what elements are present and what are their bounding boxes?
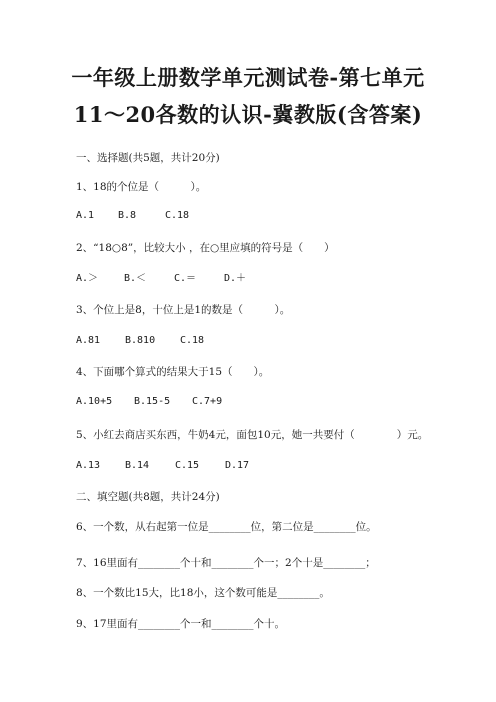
option: B.15-5 [134, 396, 171, 407]
question-5: 5、小红去商店买东西，牛奶4元，面包10元，她一共要付（ ）元。 [76, 429, 429, 441]
question-2: 2、“18○8”，比较大小 ，在○里应填的符号是（ ） [76, 242, 335, 254]
option: B.＜ [124, 273, 147, 284]
option: D.17 [225, 460, 250, 471]
question-6: 6、一个数，从右起第一位是________位，第二位是________位。 [76, 521, 377, 533]
section2-heading: 二、填空题(共8题，共计24分) [76, 491, 220, 503]
question-1: 1、18的个位是（ ）。 [76, 181, 207, 193]
option: C.18 [165, 210, 190, 221]
option: C.18 [180, 335, 205, 346]
question-8: 8、一个数比15大，比18小，这个数可能是________。 [76, 587, 330, 599]
question-3: 3、个位上是8，十位上是1的数是（ ）。 [76, 304, 291, 316]
option: B.14 [125, 460, 150, 471]
option: C.＝ [174, 273, 197, 284]
option: A.1 [76, 210, 95, 221]
page-title-line2: 11～20各数的认识-冀教版(含答案) [73, 102, 423, 127]
option: A.81 [76, 335, 101, 346]
question-7: 7、16里面有________个十和________个一；2个十是________； [76, 557, 376, 569]
option: B.810 [125, 335, 156, 346]
question-4: 4、下面哪个算式的结果大于15（ ）。 [76, 366, 270, 378]
option: C.7+9 [192, 396, 223, 407]
option: A.13 [76, 460, 101, 471]
option: D.＋ [224, 273, 247, 284]
option: C.15 [175, 460, 200, 471]
option: B.8 [118, 210, 137, 221]
option: A.＞ [76, 273, 99, 284]
page-title-line1: 一年级上册数学单元测试卷-第七单元 [71, 65, 425, 90]
option: A.10+5 [76, 396, 113, 407]
section1-heading: 一、选择题(共5题，共计20分) [76, 152, 220, 164]
question-9: 9、17里面有________个一和________个十。 [76, 618, 286, 630]
